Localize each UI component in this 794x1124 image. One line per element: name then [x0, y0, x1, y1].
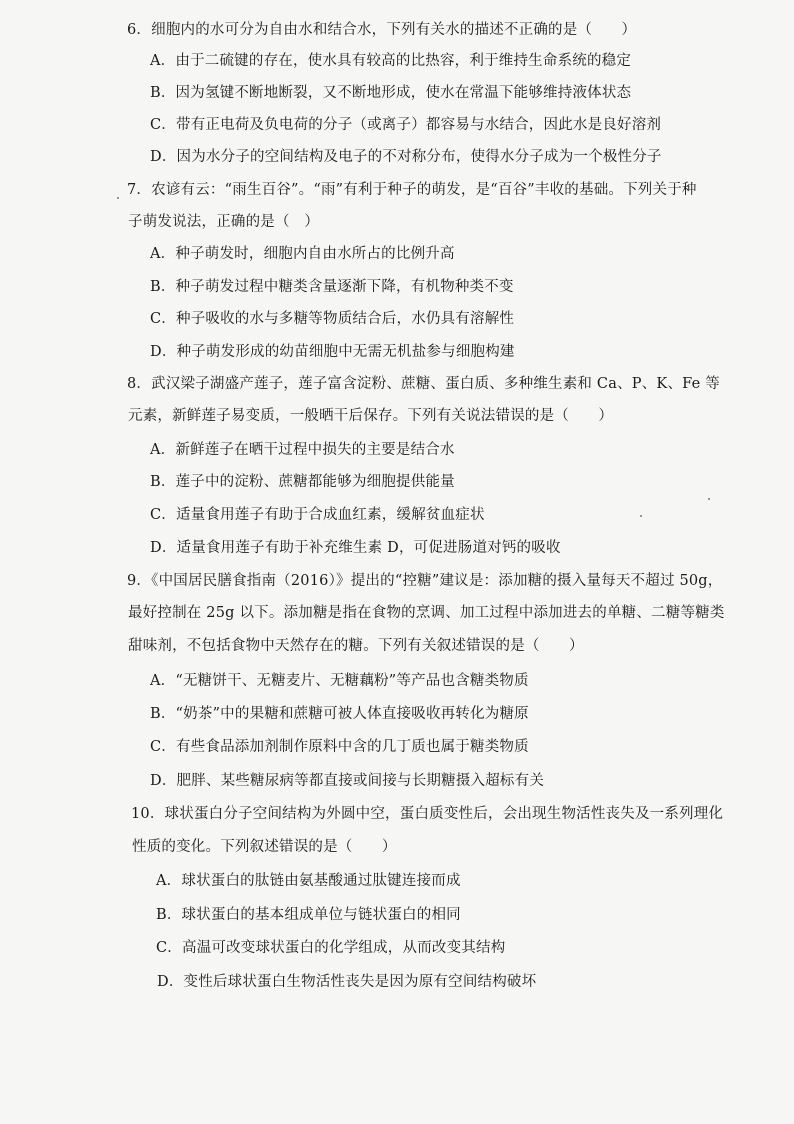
- question-6-option-b: B．因为氢键不断地断裂，又不断地形成，使水在常温下能够维持液体状态: [150, 85, 632, 101]
- scan-speck: [708, 498, 710, 500]
- scan-speck: [117, 197, 119, 199]
- question-6-option-c: C．带有正电荷及负电荷的分子（或离子）都容易与水结合，因此水是良好溶剂: [150, 117, 662, 133]
- question-10-option-b: B．球状蛋白的基本组成单位与链状蛋白的相同: [156, 907, 461, 923]
- question-10-option-a: A．球状蛋白的肽链由氨基酸通过肽键连接而成: [156, 873, 461, 889]
- question-8-option-d: D．适量食用莲子有助于补充维生素 D，可促进肠道对钙的吸收: [150, 540, 561, 556]
- question-7-stem-line-1: 7．农谚有云：“雨生百谷”。“雨”有利于种子的萌发，是“百谷”丰收的基础。下列关于种: [127, 182, 697, 198]
- question-7-stem-line-2: 子萌发说法，正确的是（ ）: [128, 214, 320, 230]
- question-7-option-b: B．种子萌发过程中糖类含量逐渐下降，有机物种类不变: [150, 279, 514, 295]
- question-9-option-d: D．肥胖、某些糖尿病等都直接或间接与长期糖摄入超标有关: [150, 773, 545, 789]
- question-9-option-a: A．“无糖饼干、无糖麦片、无糖藕粉”等产品也含糖类物质: [150, 673, 529, 689]
- question-8-option-c: C．适量食用莲子有助于合成血红素，缓解贫血症状: [150, 507, 485, 523]
- scan-speck: [640, 515, 642, 517]
- question-7-option-d: D．种子萌发形成的幼苗细胞中无需无机盐参与细胞构建: [150, 344, 515, 360]
- question-8-option-a: A．新鲜莲子在晒干过程中损失的主要是结合水: [150, 442, 455, 458]
- question-7-option-c: C．种子吸收的水与多糖等物质结合后，水仍具有溶解性: [150, 311, 515, 327]
- question-10-option-c: C．高温可改变球状蛋白的化学组成，从而改变其结构: [156, 940, 506, 956]
- question-9-option-c: C．有些食品添加剂制作原料中含的几丁质也属于糖类物质: [150, 739, 529, 755]
- question-8-stem-line-2: 元素，新鲜莲子易变质，一般晒干后保存。下列有关说法错误的是（ ）: [128, 408, 614, 424]
- question-8-option-b: B．莲子中的淀粉、蔗糖都能够为细胞提供能量: [150, 474, 455, 490]
- question-10-option-d: D．变性后球状蛋白生物活性丧失是因为原有空间结构破坏: [157, 974, 537, 990]
- question-10-stem-line-1: 10．球状蛋白分子空间结构为外圆中空，蛋白质变性后，会出现生物活性丧失及一系列理化: [131, 806, 724, 822]
- question-8-stem-line-1: 8．武汉梁子湖盛产莲子，莲子富含淀粉、蔗糖、蛋白质、多种维生素和 Ca、P、K、Fe 等: [127, 376, 720, 392]
- question-9-option-b: B．“奶茶”中的果糖和蔗糖可被人体直接吸收再转化为糖原: [150, 706, 529, 722]
- question-9-stem-line-2: 最好控制在 25g 以下。添加糖是指在食物的烹调、加工过程中添加进去的单糖、二糖等糖类: [128, 605, 725, 621]
- question-9-stem-line-3: 甜味剂，不包括食物中天然存在的糖。下列有关叙述错误的是（ ）: [128, 638, 584, 654]
- question-7-option-a: A．种子萌发时，细胞内自由水所占的比例升高: [150, 246, 455, 262]
- question-6-option-d: D．因为水分子的空间结构及电子的不对称分布，使得水分子成为一个极性分子: [150, 149, 662, 165]
- question-6-stem: 6．细胞内的水可分为自由水和结合水，下列有关水的描述不正确的是（ ）: [127, 22, 637, 38]
- question-10-stem-line-2: 性质的变化。下列叙述错误的是（ ）: [132, 839, 397, 855]
- question-6-option-a: A．由于二硫键的存在，使水具有较高的比热容，利于维持生命系统的稳定: [150, 53, 632, 69]
- question-9-stem-line-1: 9．《中国居民膳食指南（2016）》提出的“控糖”建议是：添加糖的摄入量每天不超过 50g，: [127, 573, 723, 589]
